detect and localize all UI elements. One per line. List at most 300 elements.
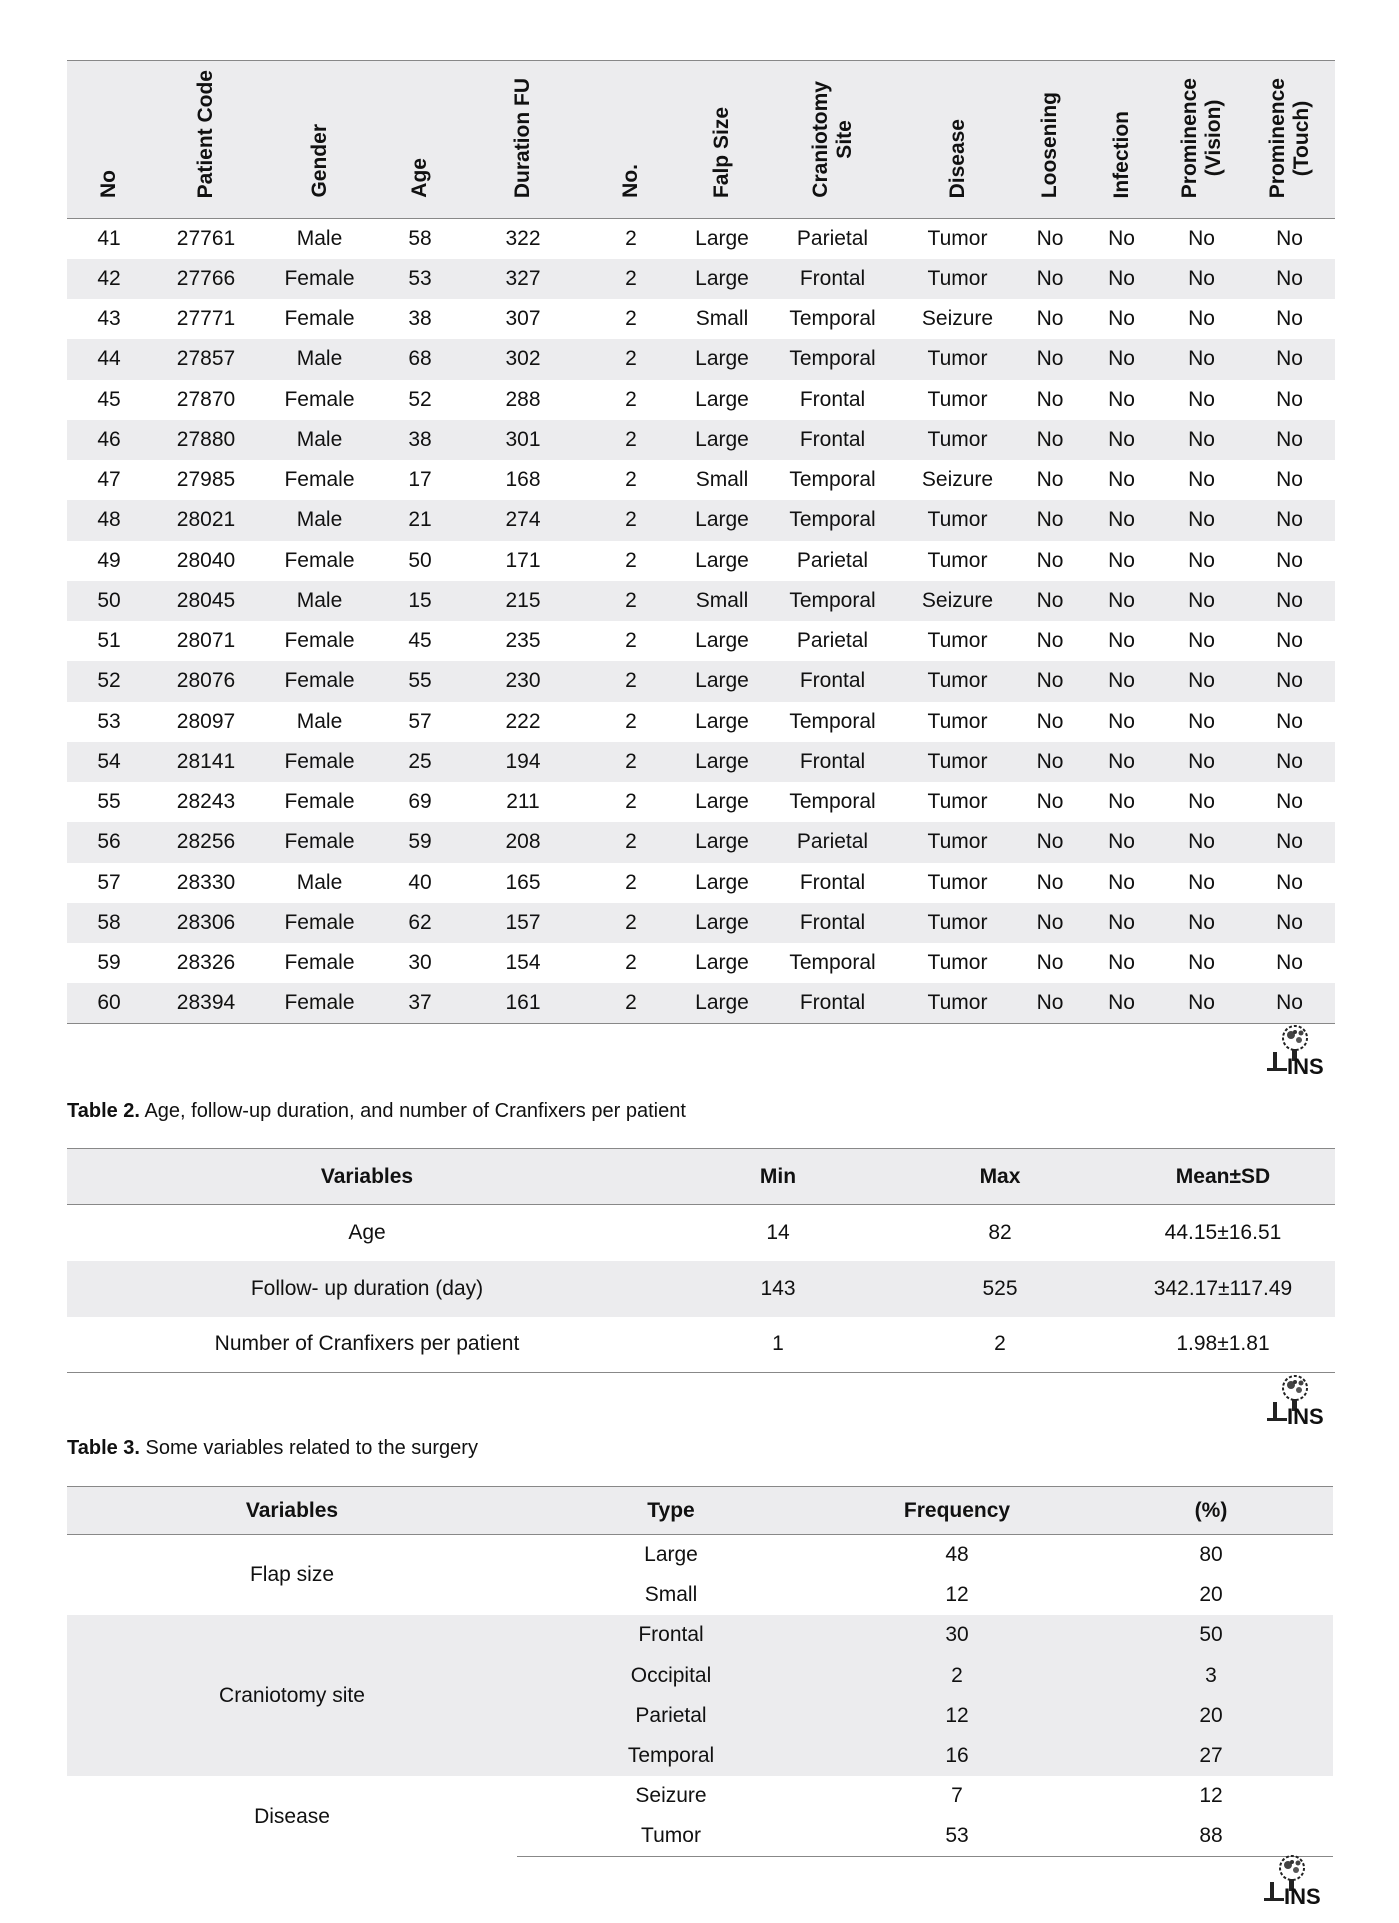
ins-logo-graphic	[1262, 1852, 1332, 1908]
table-row	[67, 541, 1335, 581]
table-cell: Small	[695, 468, 749, 492]
table-row	[67, 500, 1335, 540]
table-cell: 21	[408, 508, 432, 532]
table-cell: No	[1188, 387, 1215, 411]
table-cell: No	[1188, 226, 1215, 250]
table-cell: 37	[378, 983, 462, 1023]
table-cell: Temporal	[789, 709, 876, 733]
column-header	[261, 61, 378, 219]
table-cell: Number of Cranfixers per patient	[67, 1317, 667, 1373]
table-cell: Female	[284, 629, 355, 653]
table-cell: Large	[695, 266, 749, 290]
table-cell: Seizure	[635, 1784, 707, 1808]
table-cell: No	[1036, 468, 1064, 492]
table-cell: Tumor	[927, 629, 988, 653]
table-cell: Frontal	[638, 1623, 704, 1647]
table-cell: No	[1108, 951, 1135, 975]
table-cell: No	[1276, 387, 1303, 411]
table-cell: 12	[1199, 1784, 1223, 1808]
column-header: Frequency	[825, 1487, 1089, 1535]
table-cell: 45	[408, 629, 432, 653]
table-cell: No	[1276, 629, 1303, 653]
table-cell: 27857	[176, 347, 236, 371]
table-cell: No	[1108, 749, 1135, 773]
table-cell: 17	[408, 468, 432, 492]
table-cell: No	[1036, 951, 1064, 975]
table-cell: Tumor	[927, 830, 988, 854]
column-header: Type	[517, 1487, 825, 1535]
column-header	[1159, 61, 1244, 219]
table-cell: 53	[97, 709, 121, 733]
table-cell: No	[1084, 983, 1159, 1023]
table-cell: 80	[1199, 1542, 1223, 1566]
table-cell: 302	[505, 347, 541, 371]
table-cell: 208	[505, 830, 541, 854]
table-cell: No	[1276, 468, 1303, 492]
table-cell: No	[1108, 669, 1135, 693]
table-cell: 222	[505, 709, 541, 733]
table-cell: No	[1036, 830, 1064, 854]
table-cell: Tumor	[927, 709, 988, 733]
ins-logo	[1265, 1022, 1335, 1078]
table-cell: 525	[982, 1276, 1018, 1300]
table-cell: 27985	[176, 468, 236, 492]
table-cell: 45	[97, 387, 121, 411]
table-cell: Female	[284, 830, 355, 854]
table-cell: Tumor	[927, 347, 988, 371]
table-cell: Small	[695, 588, 749, 612]
table-row	[67, 621, 1335, 661]
table-cell: No	[1276, 709, 1303, 733]
table-cell: Frontal	[799, 387, 866, 411]
table-cell: 28326	[176, 951, 236, 975]
table-cell: Large	[695, 508, 749, 532]
table-cell: Temporal	[789, 468, 876, 492]
table-cell: No	[1276, 749, 1303, 773]
table-cell: Large	[695, 790, 749, 814]
table-cell: Tumor	[927, 387, 988, 411]
table-cell: 14	[766, 1220, 790, 1244]
table-cell: 38	[408, 427, 432, 451]
table-row	[67, 460, 1335, 500]
table-cell: Tumor	[927, 951, 988, 975]
table-cell: 28071	[176, 629, 236, 653]
table-cell: Parietal	[796, 226, 869, 250]
table-cell: Small	[695, 307, 749, 331]
table-cell: 2	[625, 910, 637, 934]
table-cell: 215	[505, 588, 541, 612]
table-cell: No	[1188, 790, 1215, 814]
table-cell: No	[1108, 508, 1135, 532]
table-cell: 41	[97, 226, 121, 250]
table-cell: 51	[97, 629, 121, 653]
table2-caption-text: Age, follow-up duration, and number of Cranfixers per patient	[140, 1100, 686, 1122]
table-cell: 59	[97, 951, 121, 975]
table-cell: No	[1108, 790, 1135, 814]
table3-caption-label: Table 3.	[67, 1437, 140, 1459]
table-cell: 27870	[176, 387, 236, 411]
table-row	[67, 1615, 1333, 1655]
table-cell: Large	[695, 749, 749, 773]
table-cell: 69	[408, 790, 432, 814]
table-cell: 288	[505, 387, 541, 411]
table-cell: Tumor	[927, 508, 988, 532]
table-cell: Large	[695, 629, 749, 653]
table-cell: 2	[625, 266, 637, 290]
group-variable-cell: Flap size	[249, 1563, 335, 1587]
table2-caption-label: Table 2.	[67, 1100, 140, 1122]
table-cell: No	[1108, 387, 1135, 411]
table-cell: Female	[284, 548, 355, 572]
table-cell: 49	[97, 548, 121, 572]
table-cell: 20	[1199, 1703, 1223, 1727]
table-cell: No	[1188, 669, 1215, 693]
table-cell: 55	[408, 669, 432, 693]
table-cell: 2	[625, 629, 637, 653]
table-cell: Large	[695, 226, 749, 250]
table-cell: 55	[97, 790, 121, 814]
column-header: Mean±SD	[1111, 1149, 1335, 1205]
table-cell: No	[1188, 709, 1215, 733]
table-cell: Follow- up duration (day)	[250, 1276, 484, 1300]
table-cell: No	[1036, 307, 1064, 331]
table-cell: 2	[625, 709, 637, 733]
table-cell: Large	[695, 709, 749, 733]
column-header	[766, 61, 899, 219]
table-cell: Temporal	[789, 307, 876, 331]
table-cell: 56	[97, 830, 121, 854]
table-cell: 2	[625, 669, 637, 693]
column-header: (%)	[1089, 1487, 1333, 1535]
column-header: Max	[889, 1149, 1111, 1205]
table-cell: 143	[760, 1276, 796, 1300]
table-cell: No	[1036, 669, 1064, 693]
column-header-label: No	[97, 170, 120, 198]
table-cell: Large	[695, 870, 749, 894]
table-cell: No	[1108, 629, 1135, 653]
table-cell: Female	[284, 910, 355, 934]
table-cell: Tumor	[927, 669, 988, 693]
table-cell: 88	[1089, 1817, 1333, 1857]
table-cell: 28330	[176, 870, 236, 894]
table-cell: Frontal	[799, 870, 866, 894]
table-cell: No	[1036, 266, 1064, 290]
table-cell: 154	[505, 951, 541, 975]
table-cell: No	[1108, 266, 1135, 290]
table-cell: No	[1036, 548, 1064, 572]
table-row	[67, 339, 1335, 379]
table-cell: No	[1188, 347, 1215, 371]
table-cell: No	[1276, 427, 1303, 451]
table-cell: No	[1276, 307, 1303, 331]
table-cell: No	[1188, 588, 1215, 612]
table-cell: 2	[625, 307, 637, 331]
ins-logo	[1262, 1852, 1332, 1908]
table-cell: Male	[296, 870, 343, 894]
table-cell: No	[1108, 870, 1135, 894]
table-cell: Large	[695, 910, 749, 934]
table-cell: Tumor	[517, 1817, 825, 1857]
group-variable-cell: Disease	[254, 1804, 330, 1828]
table-cell: Tumor	[927, 226, 988, 250]
table-cell: 2	[625, 387, 637, 411]
table-cell: No	[1036, 427, 1064, 451]
table-cell: No	[1188, 951, 1215, 975]
column-header-label: Prominence (Touch)	[1265, 77, 1313, 198]
table-cell: Tumor	[899, 983, 1016, 1023]
table-cell: 28394	[151, 983, 261, 1023]
table-cell: Parietal	[796, 548, 869, 572]
table-row	[67, 863, 1335, 903]
table-cell: No	[1036, 790, 1064, 814]
table-cell: 342.17±117.49	[1153, 1276, 1293, 1300]
table-cell: No	[1159, 983, 1244, 1023]
table-cell: 307	[505, 307, 541, 331]
table-cell: 62	[408, 910, 432, 934]
table-row	[67, 420, 1335, 460]
table-cell: 59	[408, 830, 432, 854]
table-cell: 2	[625, 347, 637, 371]
table-cell: 2	[625, 951, 637, 975]
table-cell: No	[1188, 307, 1215, 331]
table-cell: Seizure	[921, 468, 994, 492]
table-cell: Frontal	[799, 669, 866, 693]
table-cell: Tumor	[927, 548, 988, 572]
column-header-label: Patient Code	[194, 69, 217, 198]
patient-table-header	[67, 61, 1335, 219]
table-cell: Male	[296, 588, 343, 612]
table-cell: 16	[945, 1744, 969, 1768]
table-cell: Large	[695, 427, 749, 451]
table-row	[67, 1261, 1335, 1317]
table-cell: No	[1016, 983, 1084, 1023]
table-cell: 274	[505, 508, 541, 532]
table-cell: 48	[97, 508, 121, 532]
table-cell: Female	[284, 669, 355, 693]
table-cell: 15	[408, 588, 432, 612]
table-cell: Tumor	[927, 266, 988, 290]
table-cell: No	[1188, 910, 1215, 934]
table-cell: 50	[97, 588, 121, 612]
table-cell: Tumor	[927, 427, 988, 451]
column-header	[462, 61, 584, 219]
table-cell: 27771	[176, 307, 236, 331]
table-cell: 2	[625, 508, 637, 532]
table-cell: No	[1276, 226, 1303, 250]
table-cell: No	[1276, 790, 1303, 814]
table-row	[67, 380, 1335, 420]
column-header	[899, 61, 1016, 219]
table-cell: Large	[695, 548, 749, 572]
table-cell: 2	[625, 226, 637, 250]
table-cell: 28045	[176, 588, 236, 612]
table-cell: Female	[284, 387, 355, 411]
table3-caption	[67, 1437, 478, 1460]
table-cell: No	[1108, 226, 1135, 250]
table-cell: Male	[296, 427, 343, 451]
table-cell: Large	[695, 387, 749, 411]
ins-logo	[1265, 1372, 1335, 1428]
summary-table	[67, 1148, 1335, 1373]
table-cell: Male	[296, 709, 343, 733]
column-header	[151, 61, 261, 219]
table-cell: Seizure	[921, 588, 994, 612]
table-cell: 2	[625, 870, 637, 894]
column-header	[67, 61, 151, 219]
table-cell: No	[1036, 508, 1064, 532]
table-cell: No	[1276, 669, 1303, 693]
surgery-variables-table	[67, 1486, 1333, 1857]
table-cell: 42	[97, 266, 121, 290]
table-cell: 7	[951, 1784, 963, 1808]
ins-logo-graphic	[1265, 1372, 1335, 1428]
table-cell: Temporal	[789, 790, 876, 814]
table-cell: 28256	[176, 830, 236, 854]
table-cell: 58	[408, 226, 432, 250]
table-cell: 40	[408, 870, 432, 894]
table-cell: 327	[505, 266, 541, 290]
table-cell: Female	[284, 307, 355, 331]
table-row	[67, 742, 1335, 782]
table-cell: No	[1036, 910, 1064, 934]
table-cell: 52	[408, 387, 432, 411]
table-cell: Small	[644, 1582, 698, 1606]
table-cell: 27880	[176, 427, 236, 451]
table-cell: 1.98±1.81	[1111, 1317, 1335, 1373]
table-cell: 54	[97, 749, 121, 773]
table-cell: 68	[408, 347, 432, 371]
table-cell: Tumor	[927, 910, 988, 934]
table-cell: 2	[625, 588, 637, 612]
table-cell: 28076	[176, 669, 236, 693]
table-row	[67, 259, 1335, 299]
column-header-label: Prominence (Vision)	[1177, 77, 1225, 198]
table-cell: 322	[505, 226, 541, 250]
table2-caption	[67, 1100, 686, 1123]
table-row	[67, 1205, 1335, 1261]
table-cell: Parietal	[796, 830, 869, 854]
table-cell: 28306	[176, 910, 236, 934]
table-cell: Frontal	[799, 266, 866, 290]
table-cell: No	[1276, 910, 1303, 934]
table-cell: No	[1036, 749, 1064, 773]
table-cell: No	[1036, 226, 1064, 250]
table-cell: Temporal	[789, 951, 876, 975]
table-row	[67, 1776, 1333, 1816]
table-cell: No	[1188, 427, 1215, 451]
table-cell: No	[1188, 830, 1215, 854]
table-cell: 2	[625, 790, 637, 814]
table-cell: Tumor	[927, 790, 988, 814]
table-row	[67, 702, 1335, 742]
table-cell: 44.15±16.51	[1164, 1220, 1282, 1244]
table-cell: 171	[505, 548, 541, 572]
table-cell: 2	[625, 427, 637, 451]
table-cell: 2	[625, 749, 637, 773]
table-cell: 53	[825, 1817, 1089, 1857]
table-cell: 27	[1199, 1744, 1223, 1768]
table-row	[67, 1535, 1333, 1575]
table-cell: No	[1036, 629, 1064, 653]
table-cell: 157	[505, 910, 541, 934]
table-cell: Frontal	[766, 983, 899, 1023]
table-cell: No	[1108, 548, 1135, 572]
table-cell: No	[1188, 468, 1215, 492]
table-cell: No	[1108, 709, 1135, 733]
table-cell: Tumor	[927, 749, 988, 773]
table-cell: 28097	[176, 709, 236, 733]
table-cell: Parietal	[635, 1703, 707, 1727]
table-cell: 2	[625, 548, 637, 572]
table-cell: 44	[97, 347, 121, 371]
column-header: Min	[667, 1149, 889, 1205]
table-cell: 12	[945, 1582, 969, 1606]
table-cell: Large	[695, 347, 749, 371]
table-cell: No	[1108, 468, 1135, 492]
table-cell: No	[1276, 951, 1303, 975]
table-cell: 3	[1205, 1663, 1217, 1687]
table-row	[67, 581, 1335, 621]
column-header-label: Infection	[1109, 110, 1133, 198]
table-cell: No	[1108, 588, 1135, 612]
column-header-label: Age	[408, 158, 431, 198]
ins-logo-text: INS	[1284, 1884, 1321, 1908]
table-cell: Female	[284, 951, 355, 975]
table-cell: No	[1036, 870, 1064, 894]
table-cell: 50	[408, 548, 432, 572]
table-cell: Female	[284, 749, 355, 773]
table-cell: Female	[261, 983, 378, 1023]
table-cell: No	[1108, 830, 1135, 854]
table-cell: No	[1276, 548, 1303, 572]
table-cell: No	[1036, 588, 1064, 612]
table-row	[67, 299, 1335, 339]
table-cell: Temporal	[789, 347, 876, 371]
table-cell: 48	[945, 1542, 969, 1566]
table-cell: 28040	[176, 548, 236, 572]
table-cell: 47	[97, 468, 121, 492]
table-cell: Tumor	[927, 870, 988, 894]
table-cell: No	[1188, 749, 1215, 773]
table-cell: No	[1188, 508, 1215, 532]
table-cell: No	[1276, 830, 1303, 854]
table-cell: No	[1036, 387, 1064, 411]
table-cell: 1	[667, 1317, 889, 1373]
table-cell: 2	[625, 830, 637, 854]
table-row	[67, 661, 1335, 701]
table-cell: 165	[505, 870, 541, 894]
table3-caption-text: Some variables related to the surgery	[140, 1437, 478, 1459]
column-header-label: Craniotomy Site	[808, 81, 856, 198]
table-cell: 161	[462, 983, 584, 1023]
table-cell: Temporal	[789, 588, 876, 612]
table-cell: No	[1276, 266, 1303, 290]
table-cell: Female	[284, 468, 355, 492]
table-cell: No	[1276, 588, 1303, 612]
table-cell: 28141	[176, 749, 236, 773]
table-cell: Age	[348, 1220, 386, 1244]
column-header-label: No.	[619, 164, 642, 198]
table-cell: Male	[296, 226, 343, 250]
table-cell: 20	[1199, 1582, 1223, 1606]
table-cell: 12	[945, 1703, 969, 1727]
column-header	[1084, 61, 1159, 219]
table-cell: 57	[408, 709, 432, 733]
ins-logo-text: INS	[1287, 1054, 1324, 1078]
ins-logo-text: INS	[1287, 1404, 1324, 1428]
table-cell: No	[1036, 347, 1064, 371]
table-cell: 28021	[176, 508, 236, 532]
